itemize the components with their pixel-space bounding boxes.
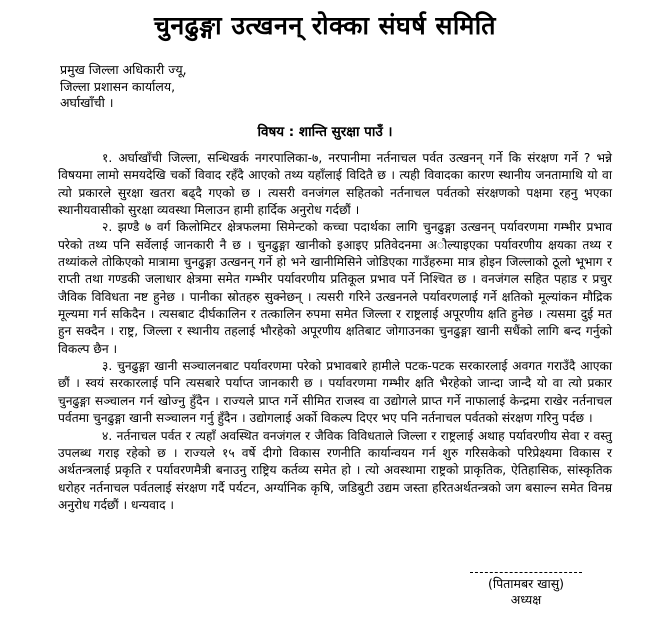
signature-line — [470, 572, 582, 573]
recipient-line-1: प्रमुख जिल्ला अधिकारी ज्यू, — [60, 62, 187, 77]
recipient-line-2: जिल्ला प्रशासन कार्यालय, — [60, 78, 176, 94]
recipient-line-3: अर्घाखाँची । — [60, 95, 114, 110]
signatory-role: अध्यक्ष — [510, 592, 542, 607]
signature-block — [468, 572, 584, 608]
letter-body — [58, 150, 612, 514]
paragraph-2: २. झण्डै ७ वर्ग किलोमिटर क्षेत्रफलमा सिमेन्टको कच्चा पदार्थका लागि चुनढुङ्गा उत्खनन् पर्यावरणमा गम्भीर प्रभाव परेको तथ्य पनि सर्वेलाई जानकारी नै छ । चुनढुङ्गा खानीको इआइए प्रतिवेदनमा अौल्याइएका पर्यावरणीय क्षयका तथ्य र तथ्यांकले तोकिएको मात्रामा चुनढुङ्गा उत्खनन् गर्ने हो भने खानीमिसिने जोडिएका गाउँहरुमा मात्र होइन जिल्लाको ठूलो भूभाग र राप्ती तथा गण्डकी जलाधार क्षेत्रमा समेत गम्भीर पर्यावरणीय प्रतिकूल प्रभाव पर्ने निश्चित छ । वनजंगल सहित पहाड र प्रचुर जैविक विविधता नष्ट हुनेछ । पानीका स्रोतहरु सुक्नेछन् । त्यसरी गरिने उत्खननले पर्यावरणलाई गर्ने क्षतिको मूल्यांकन मौद्रिक मूल्यमा गर्न सकिदैन । त्यसबाट दीर्घकालिन र तत्कालिन रुपमा समेत जिल्ला र राष्ट्रलाई अपूरणीय क्षति हुनेछ । त्यसमा दुई मत हुन सक्दैन । राष्ट्र, जिल्ला र स्थानीय तहलाई भौरहेको अपूरणीय क्षतिबाट जोगाउनका चुनढुङ्गा खानी सधैंको लागि बन्द गर्नुको विकल्प छैन । — [58, 220, 612, 356]
paragraph-1: १. अर्घाखाँची जिल्ला, सन्धिखर्क नगरपालिका-७, नरपानीमा नर्तनाचल पर्वत उत्खनन् गर्ने कि संरक्षण गर्ने ? भन्ने विषयमा लामो समयदेखि चर्को विवाद रहँदै आएको तथ्य यहाँलाई विदितै छ । त्यही विवादका कारण स्थानीय जनतामाथि यो वा त्यो प्रकारले सुरक्षा खतरा बढ्दै गएको छ । त्यसरी वनजंगल सहितको नर्तनाचल पर्वतको संरक्षणको पक्षमा रहनु भएका स्थानीयवासीको सुरक्षा व्यवस्था मिलाउन हामी हार्दिक अनुरोध गर्दछौं । — [58, 151, 612, 218]
recipient-block — [60, 62, 187, 112]
letter-title: चुनढुङ्गा उत्खनन् रोक्का संघर्ष समिति — [153, 11, 496, 40]
subject-line: विषय : शान्ति सुरक्षा पाउँ । — [257, 124, 393, 140]
paragraph-3: ३. चुनढुङ्गा खानी सञ्चालनबाट पर्यावरणमा परेको प्रभावबारे हामीले पटक-पटक सरकारलाई अवगत गराउँदै आएका छौं । स्वयं सरकारलाई पनि त्यसबारे पर्याप्त जानकारी छ । पर्यावरणमा गम्भीर क्षति भैरहेको जान्दा जान्दै यो वा त्यो प्रकार चुनढुङ्गा सञ्चालन गर्न खोज्नु हुँदैन । राज्यले प्राप्त गर्ने सीमित राजस्व वा उद्योगले प्राप्त गर्ने नाफालाई केन्द्रमा राखेर नर्तनाचल पर्वतमा चुनढुङ्गा खानी सञ्चालन गर्नु हुँदैन । उद्योगलाई अर्को विकल्प दिएर भए पनि नर्तनाचल पर्वतको संरक्षण गरिनु पर्दछ । — [58, 359, 612, 426]
signatory-name: (पितामबर खासु) — [487, 576, 565, 591]
paragraph-4: ४. नर्तनाचल पर्वत र त्यहाँ अवस्थित वनजंगल र जैविक विविधताले जिल्ला र राष्ट्रलाई अथाह पर्यावरणीय सेवा र वस्तु उपलब्ध गराइ रहेको छ । राज्यले १५ वर्षे दीगो विकास रणनीति कार्यान्वयन गर्न शुरु गरिसकेको परिप्रेक्ष्यमा विकास र अर्थतन्त्रलाई प्रकृति र पर्यावरणमैत्री बनाउनु राष्ट्रिय कर्तव्य समेत हो । त्यो अवस्थामा राष्ट्रको प्राकृतिक, ऐतिहासिक, सांस्कृतिक धरोहर नर्तनाचल पर्वतलाई संरक्षण गर्दै पर्यटन, अर्ग्यानिक कृषि, जडिबुटी उद्यम जस्ता हरितअर्थतन्त्रको जग बसाल्न समेत विनम्र अनुरोध गर्दछौं । धन्यवाद । — [58, 428, 612, 512]
